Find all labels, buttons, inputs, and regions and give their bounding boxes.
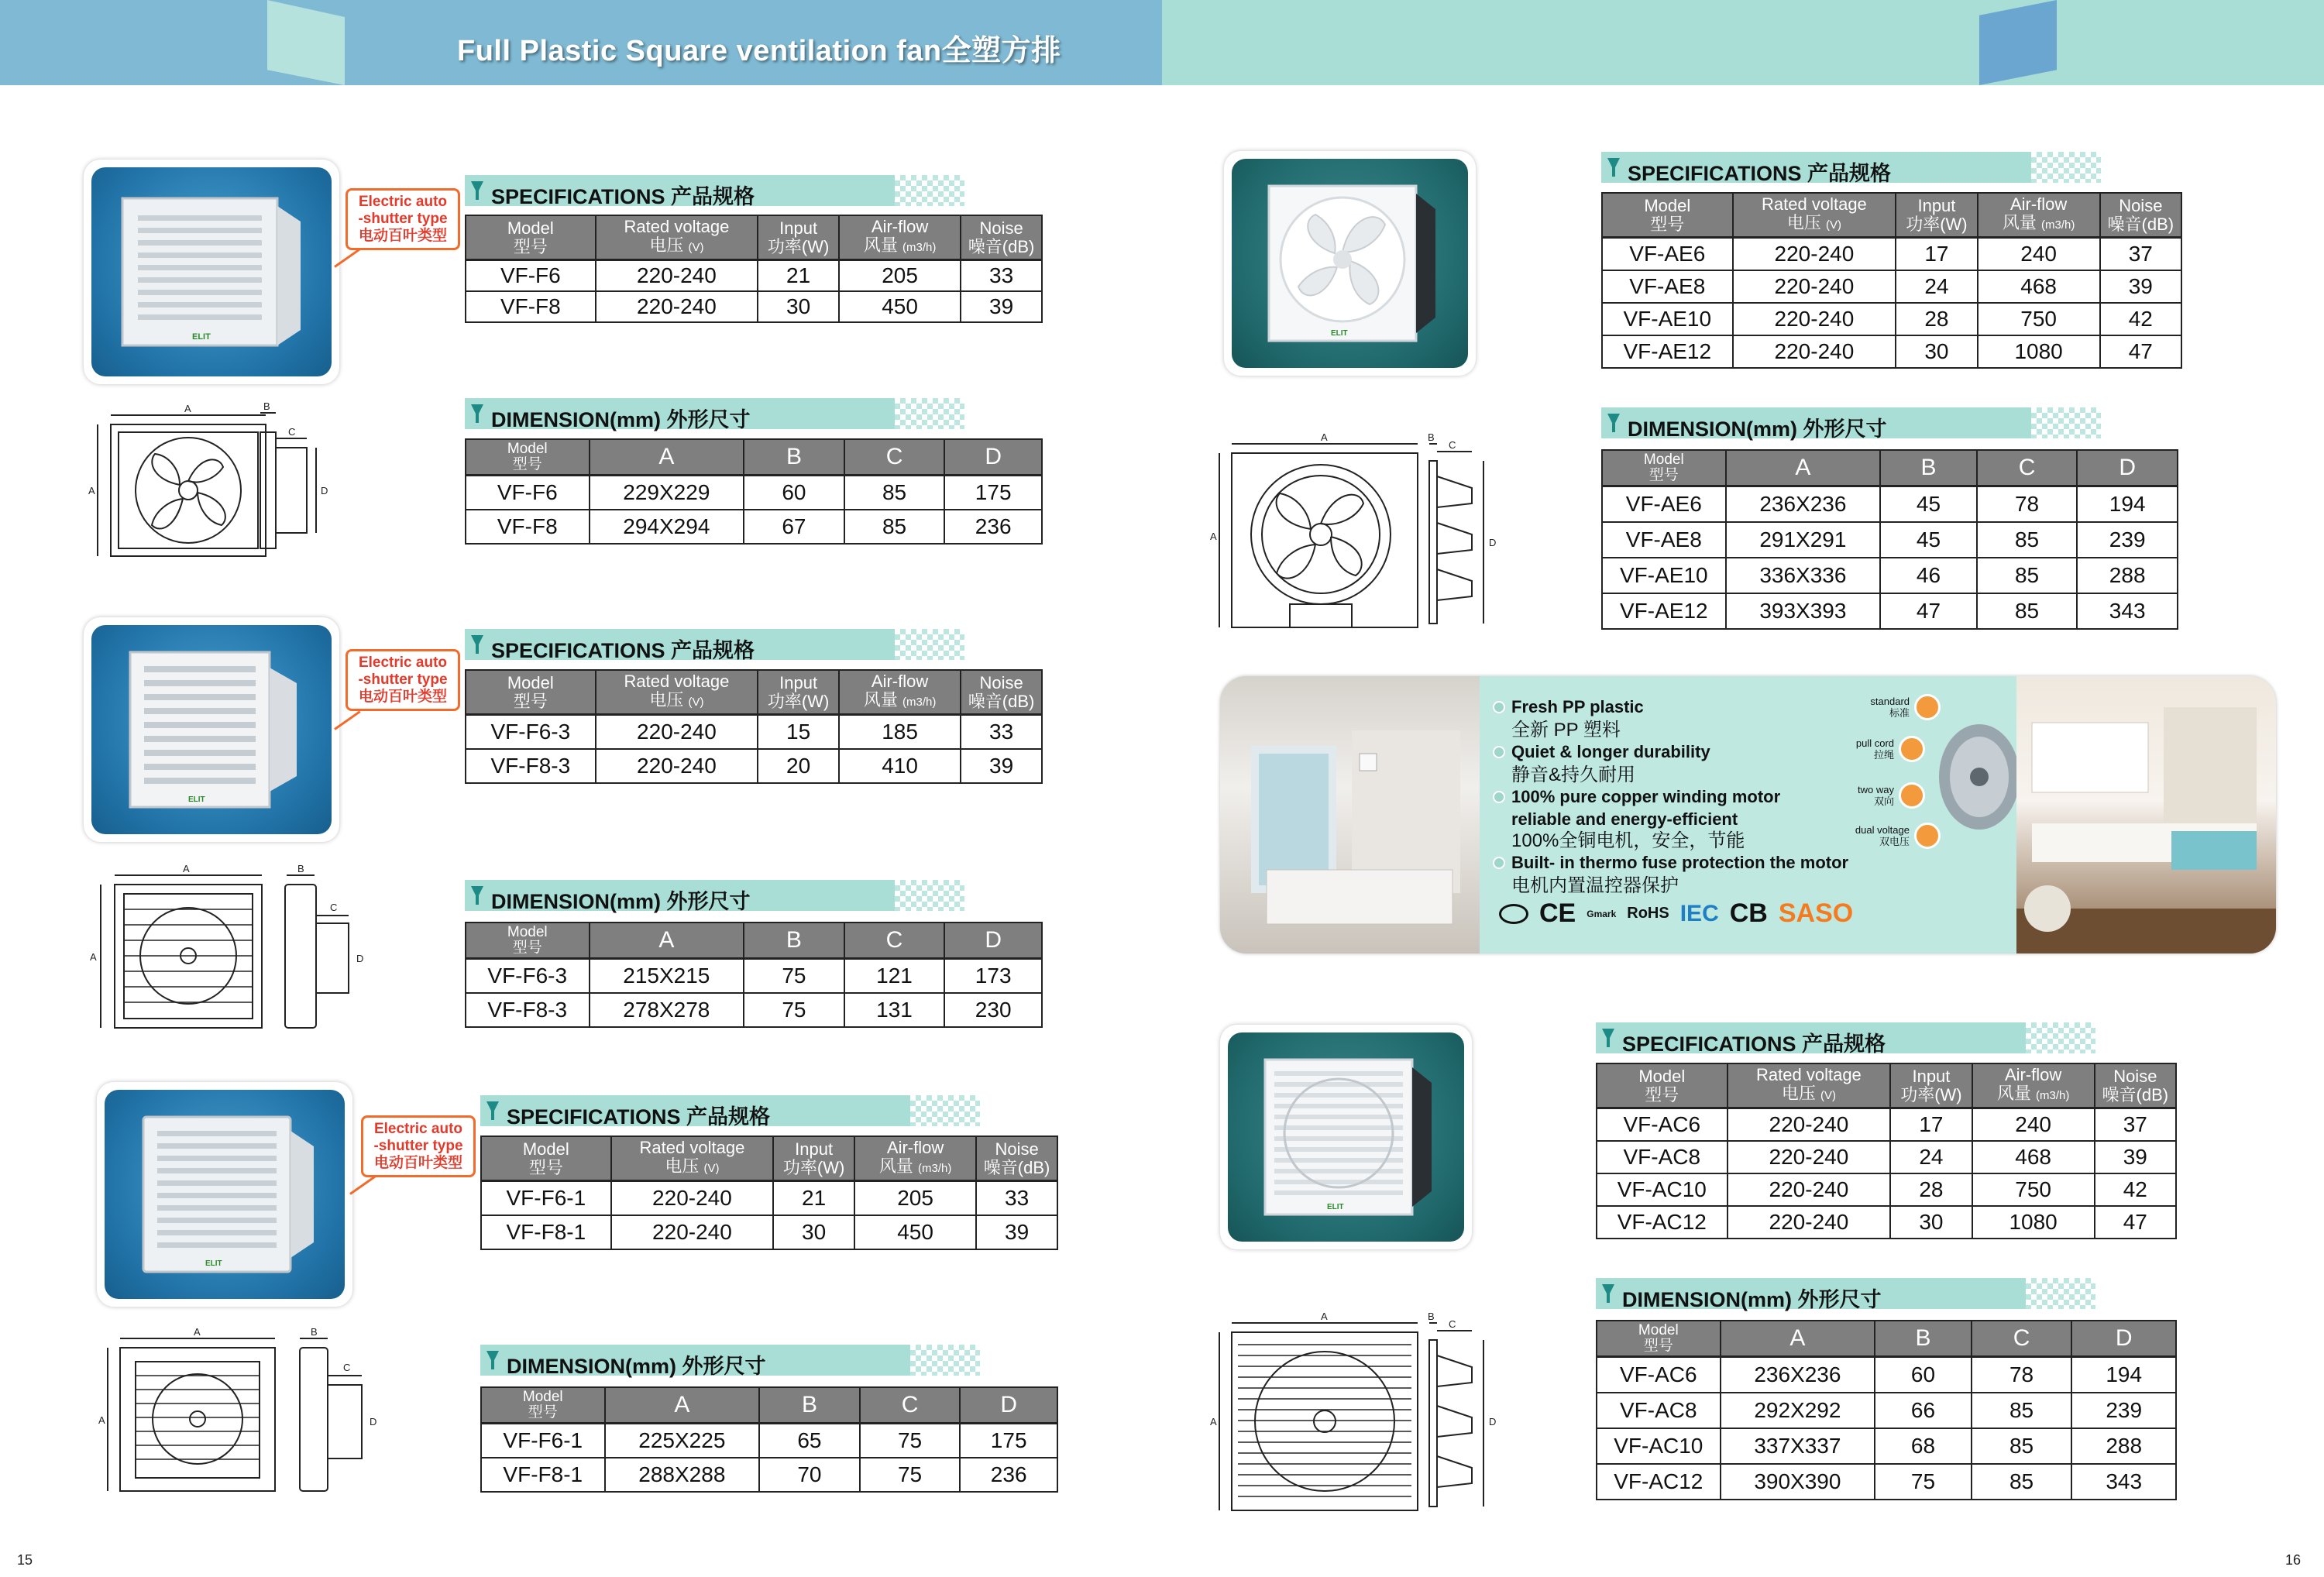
motor-label-standard: standard 标准 [1870, 696, 1910, 719]
callout-line: -shutter type [358, 672, 448, 688]
col-airflow: Air-flow 风量 (m3/h) [839, 670, 961, 715]
spec-table [465, 215, 1043, 323]
table-row: VF-AE8 291X291 45 85 239 [1602, 522, 2178, 558]
table-row: VF-AE10 336X336 46 85 288 [1602, 558, 2178, 593]
fan-funnel-icon [469, 634, 485, 655]
table-row: VF-AC10 220-240 28 750 42 [1597, 1173, 2176, 1206]
dim-label-c: C [343, 1362, 351, 1373]
col-d: D [2071, 1321, 2176, 1357]
dimension-drawing [1208, 1309, 1534, 1514]
callout-line: Electric auto [358, 194, 448, 210]
table-row: VF-F8 294X294 67 85 236 [466, 510, 1042, 544]
fan-funnel-icon [485, 1349, 500, 1371]
feature-en-line2: reliable and energy-efficient [1511, 809, 1738, 829]
spec-table [480, 1136, 1058, 1250]
feature-zh: 静音&持久耐用 [1511, 764, 1636, 785]
spec-table [1601, 192, 2182, 369]
certification-row [1499, 898, 1853, 929]
table-row: VF-AC8 292X292 66 85 239 [1597, 1393, 2176, 1428]
section-title: DIMENSION(mm) 外形尺寸 [1628, 417, 1887, 441]
section-title: SPECIFICATIONS 产品规格 [491, 639, 755, 662]
dim-label-b: B [297, 863, 304, 874]
section-title: DIMENSION(mm) 外形尺寸 [491, 890, 751, 913]
col-c: C [860, 1387, 961, 1424]
shutter-exhaust-fan-icon [1250, 1048, 1443, 1226]
feature-item: 100% pure copper winding motor [1493, 786, 1927, 807]
dim-label-b: B [1428, 431, 1435, 443]
table-row: VF-AC6 220-240 17 240 37 [1597, 1108, 2176, 1141]
col-a: A [1721, 1321, 1875, 1357]
col-input: Input 功率(W) [1896, 193, 1977, 238]
section-title: SPECIFICATIONS 产品规格 [1622, 1032, 1886, 1056]
rohs-logo: RoHS [1627, 905, 1669, 922]
callout-electric-shutter [346, 649, 460, 711]
callout-electric-shutter [346, 188, 460, 250]
table-row: VF-AC6 236X236 60 78 194 [1597, 1357, 2176, 1393]
dim-label-d: D [370, 1416, 377, 1428]
col-voltage: Rated voltage 电压 (V) [1733, 193, 1896, 238]
section-header-dim [1601, 407, 2101, 441]
dimension-table [465, 438, 1043, 545]
col-input: Input 功率(W) [758, 215, 839, 260]
callout-line: 电动百叶类型 [358, 689, 447, 705]
callout-line: -shutter type [358, 211, 448, 227]
dim-label-a: A [1321, 1311, 1328, 1322]
fan-funnel-icon [1606, 156, 1621, 178]
section-header-spec [1596, 1022, 2095, 1056]
dim-label-b: B [263, 401, 270, 412]
col-noise: Noise 噪音(dB) [976, 1136, 1057, 1181]
page-number-right: 16 [2285, 1552, 2302, 1568]
col-model: Model 型号 [466, 439, 590, 476]
col-input: Input 功率(W) [1890, 1063, 1972, 1108]
col-voltage: Rated voltage 电压 (V) [611, 1136, 774, 1181]
motor-label-two-way: two way 双向 [1858, 784, 1894, 807]
iec-logo: IEC [1679, 900, 1719, 926]
gmark-logo: Gmark [1587, 908, 1617, 919]
section-header-dim [465, 398, 964, 429]
fan-funnel-icon [469, 180, 485, 201]
dimension-drawing [1208, 430, 1534, 631]
dim-label-a: A [88, 485, 95, 496]
fan-funnel-icon [469, 403, 485, 424]
col-model: Model 型号 [481, 1136, 611, 1181]
callout-line: 电动百叶类型 [373, 1155, 462, 1171]
header-band-right [1162, 0, 2324, 85]
section-header-spec [1601, 152, 2101, 183]
section-header-dim [480, 1345, 980, 1376]
callout-line: 电动百叶类型 [358, 228, 447, 244]
page-number-left: 15 [17, 1552, 33, 1568]
dimension-table [1596, 1320, 2177, 1500]
callout-line: Electric auto [373, 1121, 463, 1137]
table-row: VF-AE12 393X393 47 85 343 [1602, 593, 2178, 629]
col-input: Input 功率(W) [773, 1136, 854, 1181]
col-model: Model 型号 [466, 215, 596, 260]
section-title: DIMENSION(mm) 外形尺寸 [1622, 1288, 1882, 1311]
table-row: VF-F6-3 215X215 75 121 173 [466, 959, 1042, 993]
kitchen-photo [2016, 676, 2276, 953]
col-noise: Noise 噪音(dB) [961, 670, 1042, 715]
product-photo-vf-ae [1224, 151, 1476, 376]
dim-label-c: C [288, 426, 296, 438]
shutter-fan-icon [115, 191, 308, 353]
col-c: C [844, 439, 945, 476]
table-row: VF-AE6 236X236 45 78 194 [1602, 486, 2178, 522]
feature-item: Quiet & longer durability [1493, 741, 1927, 762]
dim-label-a: A [1321, 431, 1328, 443]
col-voltage: Rated voltage 电压 (V) [596, 670, 758, 715]
col-airflow: Air-flow 风量 (m3/h) [839, 215, 961, 260]
section-header-spec [465, 629, 964, 660]
callout-line: -shutter type [373, 1138, 463, 1154]
fan-funnel-icon [1606, 412, 1621, 434]
section-title: DIMENSION(mm) 外形尺寸 [507, 1355, 766, 1378]
exhaust-fan-icon [1253, 174, 1447, 352]
shutter-fan-icon [128, 1109, 321, 1280]
feature-item: Fresh PP plastic [1493, 696, 1927, 717]
svg-text:ELIT: ELIT [192, 332, 211, 342]
col-b: B [1875, 1321, 1972, 1357]
col-noise: Noise 噪音(dB) [2095, 1063, 2176, 1108]
col-d: D [960, 1387, 1057, 1424]
table-row: VF-AE8 220-240 24 468 39 [1602, 270, 2181, 303]
table-row: VF-AC10 337X337 68 85 288 [1597, 1428, 2176, 1464]
dim-label-c: C [1449, 439, 1456, 451]
motor-icon [1933, 711, 2026, 843]
table-row: VF-F8-3 220-240 20 410 39 [466, 749, 1042, 783]
spec-table [465, 669, 1043, 784]
table-row: VF-F6 220-240 21 205 33 [466, 260, 1042, 291]
feature-zh: 100%全铜电机，安全，节能 [1511, 830, 1745, 851]
product-photo-vf-f-3 [84, 617, 339, 842]
col-a: A [590, 439, 744, 476]
svg-text:ELIT: ELIT [1330, 329, 1348, 338]
col-airflow: Air-flow 风量 (m3/h) [854, 1136, 976, 1181]
dimension-table [480, 1386, 1058, 1493]
dim-label-d: D [1489, 1416, 1497, 1428]
col-a: A [1726, 450, 1881, 486]
fan-funnel-icon [485, 1100, 500, 1122]
table-row: VF-AE6 220-240 17 240 37 [1602, 238, 2181, 270]
col-airflow: Air-flow 风量 (m3/h) [1978, 193, 2100, 238]
col-airflow: Air-flow 风量 (m3/h) [1972, 1063, 2095, 1108]
col-input: Input 功率(W) [758, 670, 839, 715]
svg-text:ELIT: ELIT [188, 795, 205, 804]
dimension-drawing [97, 1324, 407, 1499]
dimension-drawing [84, 861, 394, 1036]
shutter-fan-icon [115, 644, 308, 815]
section-header-spec [465, 175, 964, 206]
product-photo-vf-f [84, 160, 339, 384]
col-noise: Noise 噪音(dB) [2100, 193, 2181, 238]
section-title: SPECIFICATIONS 产品规格 [491, 185, 755, 208]
col-b: B [744, 439, 844, 476]
dim-label-d: D [1489, 537, 1497, 548]
dim-label-d: D [356, 953, 364, 964]
table-row: VF-AC8 220-240 24 468 39 [1597, 1141, 2176, 1173]
col-model: Model 型号 [1602, 450, 1726, 486]
table-row: VF-F8-1 220-240 30 450 39 [481, 1215, 1057, 1249]
table-row: VF-F6-3 220-240 15 185 33 [466, 715, 1042, 749]
dim-label-a: A [183, 863, 190, 874]
callout-pointer [349, 1175, 376, 1194]
ccc-mark-icon [1499, 904, 1528, 924]
col-c: C [1977, 450, 2078, 486]
col-b: B [1880, 450, 1977, 486]
spec-table [1596, 1063, 2177, 1239]
feature-zh: 全新 PP 塑料 [1511, 720, 1621, 740]
fan-funnel-icon [1600, 1283, 1616, 1304]
section-header-dim [465, 880, 964, 911]
section-header-spec [480, 1095, 980, 1129]
dim-label-a: A [98, 1414, 105, 1426]
section-header-dim [1596, 1278, 2095, 1309]
col-b: B [744, 922, 844, 959]
dim-label-d: D [321, 485, 328, 496]
callout-line: Electric auto [358, 655, 448, 671]
feature-zh: 电机内置温控器保护 [1511, 875, 1679, 896]
table-row: VF-F6-1 220-240 21 205 33 [481, 1181, 1057, 1215]
col-noise: Noise 噪音(dB) [961, 215, 1042, 260]
col-model: Model 型号 [1597, 1063, 1728, 1108]
svg-text:ELIT: ELIT [205, 1259, 222, 1268]
bathroom-photo [1220, 676, 1480, 953]
dim-label-a: A [1210, 1416, 1217, 1428]
dim-label-a: A [184, 403, 191, 414]
dimension-table [1601, 449, 2178, 630]
col-model: Model 型号 [466, 670, 596, 715]
table-row: VF-F8-3 278X278 75 131 230 [466, 993, 1042, 1027]
feature-item: Built- in thermo fuse protection the motor [1493, 852, 1927, 873]
dim-label-c: C [1449, 1318, 1456, 1330]
table-row: VF-F6 229X229 60 85 175 [466, 476, 1042, 510]
col-d: D [944, 922, 1042, 959]
col-model: Model 型号 [1602, 193, 1733, 238]
col-voltage: Rated voltage 电压 (V) [596, 215, 758, 260]
ce-mark: CE [1539, 898, 1576, 928]
saso-logo: SASO [1778, 898, 1854, 928]
svg-text:ELIT: ELIT [1326, 1203, 1344, 1211]
table-row: VF-AC12 390X390 75 85 343 [1597, 1464, 2176, 1500]
section-title: SPECIFICATIONS 产品规格 [1628, 162, 1892, 185]
motor-label-pull-cord: pull cord 拉绳 [1855, 737, 1894, 761]
fan-funnel-icon [1600, 1027, 1616, 1049]
product-photo-vf-ac [1220, 1025, 1472, 1249]
cb-logo: CB [1729, 898, 1768, 928]
col-d: D [944, 439, 1042, 476]
col-b: B [759, 1387, 860, 1424]
table-row: VF-F8 220-240 30 450 39 [466, 291, 1042, 322]
col-model: Model 型号 [466, 922, 590, 959]
page-title: Full Plastic Square ventilation fan全塑方排 [457, 35, 1061, 67]
dim-label-c: C [330, 902, 338, 913]
callout-electric-shutter [361, 1115, 476, 1177]
fan-funnel-icon [469, 885, 485, 906]
motor-illustration [1840, 688, 2018, 866]
dim-label-b: B [311, 1326, 318, 1338]
col-c: C [844, 922, 945, 959]
product-photo-vf-f-1 [97, 1082, 352, 1307]
table-row: VF-AC12 220-240 30 1080 47 [1597, 1206, 2176, 1239]
col-c: C [1972, 1321, 2072, 1357]
dim-label-a: A [194, 1326, 201, 1338]
dim-label-b: B [1428, 1311, 1435, 1322]
table-row: VF-AE12 220-240 30 1080 47 [1602, 335, 2181, 368]
section-title: DIMENSION(mm) 外形尺寸 [491, 408, 751, 431]
table-row: VF-F8-1 288X288 70 75 236 [481, 1458, 1057, 1492]
table-row: VF-AE10 220-240 28 750 42 [1602, 303, 2181, 335]
dim-label-a: A [90, 951, 97, 963]
col-model: Model 型号 [481, 1387, 605, 1424]
col-a: A [605, 1387, 760, 1424]
section-title: SPECIFICATIONS 产品规格 [507, 1105, 771, 1129]
col-model: Model 型号 [1597, 1321, 1721, 1357]
motor-label-dual-voltage: dual voltage 双电压 [1855, 824, 1910, 847]
table-row: VF-F6-1 225X225 65 75 175 [481, 1424, 1057, 1458]
dimension-drawing [84, 401, 378, 564]
dimension-table [465, 922, 1043, 1028]
col-voltage: Rated voltage 电压 (V) [1728, 1063, 1891, 1108]
col-a: A [590, 922, 744, 959]
col-d: D [2077, 450, 2178, 486]
feature-banner [1220, 676, 2276, 953]
dim-label-a: A [1210, 531, 1217, 542]
